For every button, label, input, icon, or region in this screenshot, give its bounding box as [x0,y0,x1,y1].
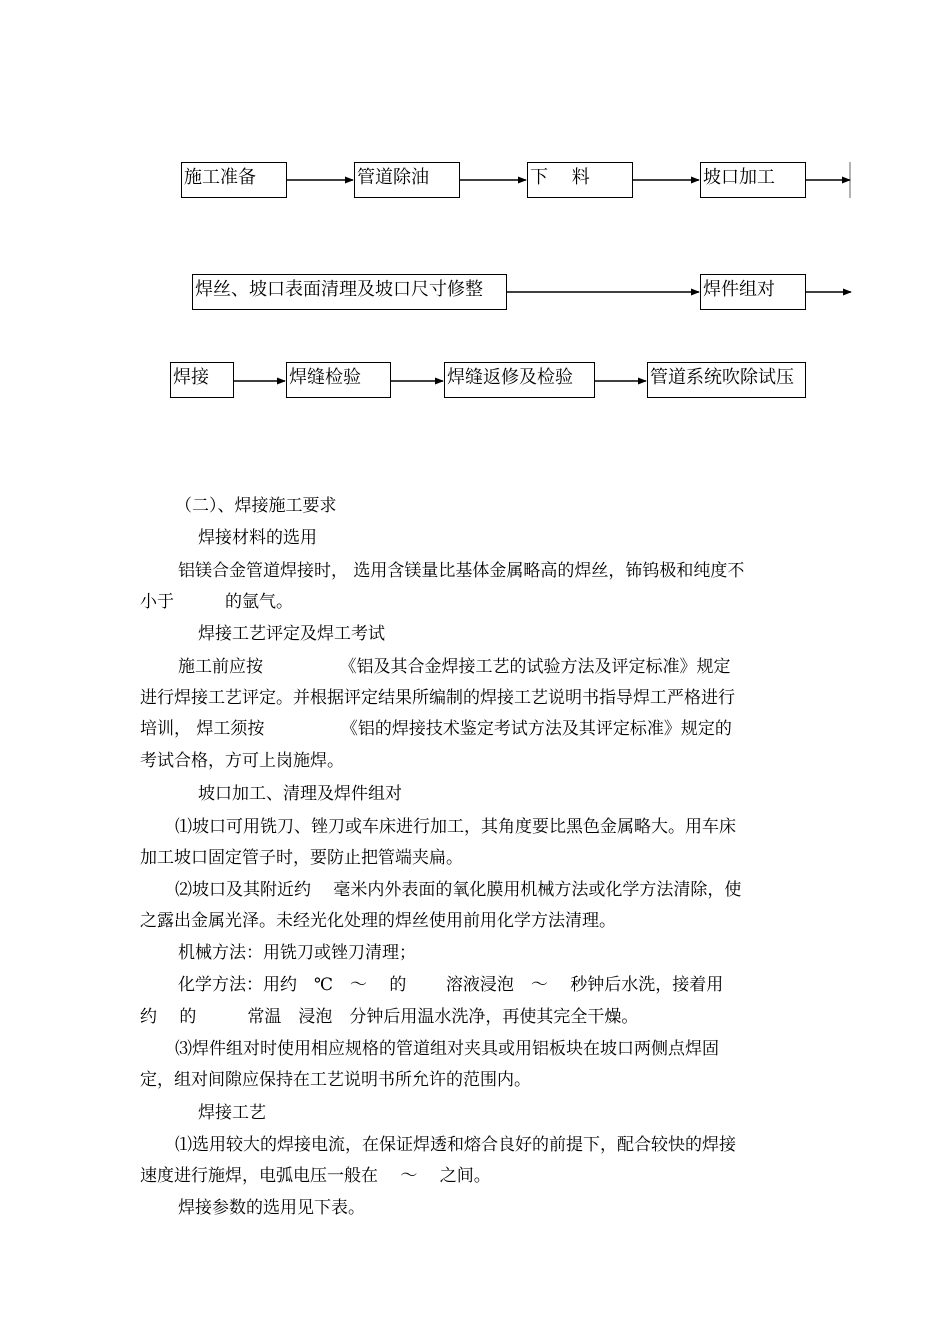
paragraph-line: ⑴选用较大的焊接电流，在保证焊透和熔合良好的前提下，配合较快的焊接 [175,1135,736,1155]
paragraph-line: 化学方法：用约 ℃ ～ 的 溶液浸泡 ～ 秒钟后水洗，接着用 [178,975,724,995]
flow-step-construction-prep: 施工准备 [181,162,287,198]
paragraph-line: 机械方法：用铣刀或锉刀清理； [178,943,416,963]
flow-step-pipe-purge-pressure-test: 管道系统吹除试压 [647,362,806,398]
flow-step-weldment-assembly: 焊件组对 [700,274,806,310]
flow-step-bevel-processing: 坡口加工 [700,162,806,198]
paragraph-line: 小于 的氩气。 [140,592,293,612]
heading-bevel-cleaning-assembly: 坡口加工、清理及焊件组对 [198,784,402,804]
paragraph-line: 之露出金属光泽。未经光化处理的焊丝使用前用化学方法清理。 [140,911,616,931]
paragraph-line: 定，组对间隙应保持在工艺说明书所允许的范围内。 [140,1070,531,1090]
paragraph-line: 加工坡口固定管子时，要防止把管端夹扁。 [140,848,463,868]
heading-welding-process: 焊接工艺 [198,1103,266,1123]
section-title: （二）、焊接施工要求 [175,496,337,516]
flow-step-wire-bevel-cleaning: 焊丝、坡口表面清理及坡口尺寸修整 [192,274,507,310]
paragraph-line: ⑶焊件组对时使用相应规格的管道组对夹具或用铝板块在坡口两侧点焊固 [175,1039,719,1059]
flow-step-weld-inspection: 焊缝检验 [286,362,391,398]
paragraph-line: 培训， 焊工须按 《铝的焊接技术鉴定考试方法及其评定标准》规定的 [140,719,732,739]
paragraph-line: 焊接参数的选用见下表。 [178,1198,365,1218]
flow-step-weld-repair-inspection: 焊缝返修及检验 [444,362,595,398]
flow-step-pipe-degreasing: 管道除油 [354,162,460,198]
paragraph-line: ⑴坡口可用铣刀、锉刀或车床进行加工，其角度要比黑色金属略大。用车床 [175,817,736,837]
heading-welding-materials: 焊接材料的选用 [198,528,317,548]
paragraph-line: 铝镁合金管道焊接时， 选用含镁量比基体金属略高的焊丝，钸钨极和纯度不 [178,561,745,581]
paragraph-line: 约 的 常温 浸泡 分钟后用温水洗净，再使其完全干燥。 [140,1007,639,1027]
flow-step-cutting: 下 料 [527,162,633,198]
paragraph-line: ⑵坡口及其附近约 毫米内外表面的氧化膜用机械方法或化学方法清除，使 [175,880,742,900]
paragraph-line: 考试合格，方可上岗施焊。 [140,751,344,771]
paragraph-line: 进行焊接工艺评定。并根据评定结果所编制的焊接工艺说明书指导焊工严格进行 [140,688,735,708]
flow-step-welding: 焊接 [170,362,234,398]
paragraph-line: 速度进行施焊，电弧电压一般在 ～ 之间。 [140,1166,491,1186]
heading-procedure-qualification: 焊接工艺评定及焊工考试 [198,624,385,644]
paragraph-line: 施工前应按 《铝及其合金焊接工艺的试验方法及评定标准》规定 [178,657,731,677]
